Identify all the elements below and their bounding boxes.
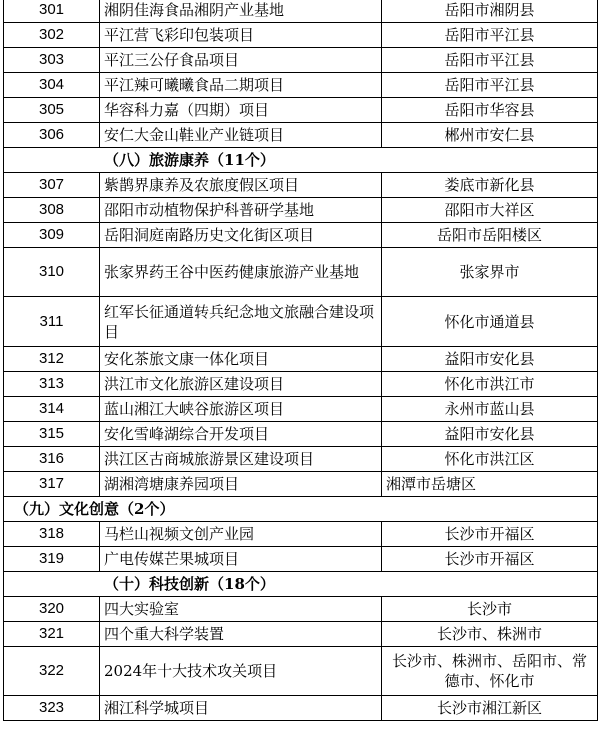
project-name: 洪江区古商城旅游景区建设项目: [100, 447, 382, 472]
section-title: （十）科技创新（18个）: [4, 572, 598, 597]
project-location: 岳阳市湘阴县: [382, 0, 598, 23]
project-name: 四个重大科学装置: [100, 622, 382, 647]
project-name: 2024年十大技术攻关项目: [100, 647, 382, 696]
table-row: [4, 397, 598, 422]
row-number: 311: [4, 297, 100, 347]
project-location: 岳阳市岳阳楼区: [382, 223, 598, 248]
row-number: 318: [4, 522, 100, 547]
project-name: 湖湘湾塘康养园项目: [100, 472, 382, 497]
table-row: [4, 447, 598, 472]
row-number: 304: [4, 73, 100, 98]
table-row: [4, 198, 598, 223]
project-location: 岳阳市平江县: [382, 48, 598, 73]
row-number: 314: [4, 397, 100, 422]
table-row: [4, 696, 598, 721]
project-location: 长沙市开福区: [382, 547, 598, 572]
project-location: 湘潭市岳塘区: [382, 472, 598, 497]
section-title: （九）文化创意（2个）: [4, 497, 598, 522]
row-number: 317: [4, 472, 100, 497]
project-location: 怀化市通道县: [382, 297, 598, 347]
row-number: 301: [4, 0, 100, 23]
table-row: [4, 347, 598, 372]
project-location: 岳阳市华容县: [382, 98, 598, 123]
table-row: [4, 223, 598, 248]
project-name: 平江三公仔食品项目: [100, 48, 382, 73]
project-name: 红军长征通道转兵纪念地文旅融合建设项目: [100, 297, 382, 347]
table-row: [4, 622, 598, 647]
row-number: 322: [4, 647, 100, 696]
project-name: 紫鹊界康养及农旅度假区项目: [100, 173, 382, 198]
table-row: [4, 647, 598, 696]
table-row: [4, 297, 598, 347]
row-number: 321: [4, 622, 100, 647]
section-header-row: [4, 497, 598, 522]
row-number: 313: [4, 372, 100, 397]
project-name: 岳阳洞庭南路历史文化街区项目: [100, 223, 382, 248]
table-row: [4, 547, 598, 572]
table-row: [4, 522, 598, 547]
project-location: 张家界市: [382, 248, 598, 297]
project-location: 郴州市安仁县: [382, 123, 598, 148]
table-row: [4, 98, 598, 123]
project-location: 岳阳市平江县: [382, 23, 598, 48]
project-location: 长沙市、株洲市: [382, 622, 598, 647]
section-title: （八）旅游康养（11个）: [4, 148, 598, 173]
row-number: 303: [4, 48, 100, 73]
project-name: 湘江科学城项目: [100, 696, 382, 721]
table-row: [4, 123, 598, 148]
table-row: [4, 372, 598, 397]
row-number: 319: [4, 547, 100, 572]
row-number: 316: [4, 447, 100, 472]
project-name: 安仁大金山鞋业产业链项目: [100, 123, 382, 148]
row-number: 320: [4, 597, 100, 622]
table-row: [4, 472, 598, 497]
table-row: [4, 48, 598, 73]
row-number: 310: [4, 248, 100, 297]
project-name: 湘阴佳海食品湘阴产业基地: [100, 0, 382, 23]
row-number: 308: [4, 198, 100, 223]
project-location: 长沙市开福区: [382, 522, 598, 547]
project-list-document: [3, 0, 597, 721]
project-name: 洪江市文化旅游区建设项目: [100, 372, 382, 397]
project-name: 平江辣可曦曦食品二期项目: [100, 73, 382, 98]
project-name: 蓝山湘江大峡谷旅游区项目: [100, 397, 382, 422]
project-location: 怀化市洪江区: [382, 447, 598, 472]
project-name: 安化雪峰湖综合开发项目: [100, 422, 382, 447]
project-location: 娄底市新化县: [382, 173, 598, 198]
table-row: [4, 0, 598, 23]
project-location: 岳阳市平江县: [382, 73, 598, 98]
project-name: 张家界药王谷中医药健康旅游产业基地: [100, 248, 382, 297]
project-location: 益阳市安化县: [382, 347, 598, 372]
project-location: 怀化市洪江市: [382, 372, 598, 397]
row-number: 302: [4, 23, 100, 48]
project-location: 长沙市湘江新区: [382, 696, 598, 721]
row-number: 323: [4, 696, 100, 721]
project-name: 邵阳市动植物保护科普研学基地: [100, 198, 382, 223]
table-row: [4, 422, 598, 447]
row-number: 307: [4, 173, 100, 198]
row-number: 305: [4, 98, 100, 123]
section-header-row: [4, 148, 598, 173]
project-location: 长沙市: [382, 597, 598, 622]
project-name: 安化茶旅文康一体化项目: [100, 347, 382, 372]
row-number: 312: [4, 347, 100, 372]
project-name: 马栏山视频文创产业园: [100, 522, 382, 547]
project-name: 四大实验室: [100, 597, 382, 622]
project-name: 华容科力嘉（四期）项目: [100, 98, 382, 123]
project-table: [3, 0, 598, 721]
table-row: [4, 597, 598, 622]
table-row: [4, 23, 598, 48]
table-row: [4, 173, 598, 198]
project-name: 广电传媒芒果城项目: [100, 547, 382, 572]
project-location: 长沙市、株洲市、岳阳市、常德市、怀化市: [382, 647, 598, 696]
project-location: 邵阳市大祥区: [382, 198, 598, 223]
project-location: 益阳市安化县: [382, 422, 598, 447]
table-row: [4, 248, 598, 297]
table-row: [4, 73, 598, 98]
project-location: 永州市蓝山县: [382, 397, 598, 422]
row-number: 306: [4, 123, 100, 148]
section-header-row: [4, 572, 598, 597]
row-number: 309: [4, 223, 100, 248]
project-name: 平江营飞彩印包装项目: [100, 23, 382, 48]
row-number: 315: [4, 422, 100, 447]
